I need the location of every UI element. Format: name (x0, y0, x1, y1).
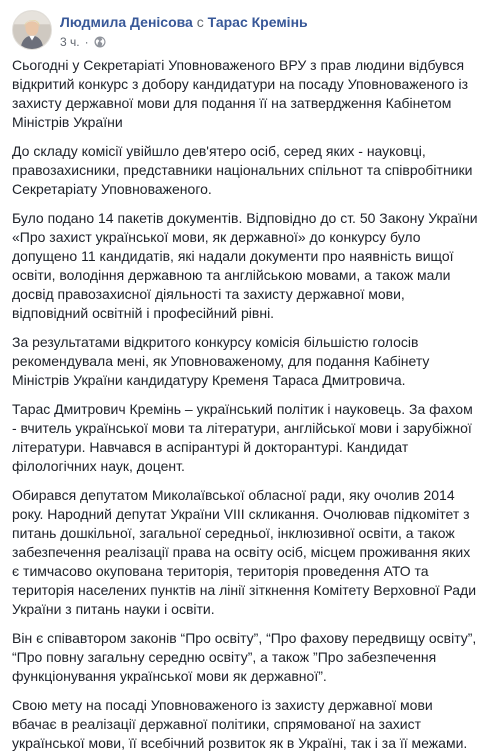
post-paragraph-7: Він є співавтором законів “Про освіту”, “Про фахову передвищу освіту”, “Про повну загальну середню освіту”, а також ”Про забезпечення функціонування української мови як державної”. (12, 630, 477, 684)
post-subline (60, 34, 308, 50)
post-body (12, 56, 480, 753)
post-meta (60, 10, 308, 50)
globe-icon[interactable] (94, 36, 106, 48)
author-avatar[interactable] (12, 10, 52, 50)
post-paragraph-3: Було подано 14 пакетів документів. Відповідно до ст. 50 Закону України «Про захист української мови, як державної» до конкурсу було допущено 11 кандидатів, які надали документи про наявність вищої освіти, володіння державною та англійською мовами, а також мали досвід правозахисної діяльності та захисту державної мови, відповідний освітній і професійний рівні. (12, 210, 478, 321)
avatar-photo (13, 11, 51, 49)
post-title-line (60, 13, 308, 31)
post-timestamp[interactable]: 3 ч. (60, 35, 80, 49)
post-paragraph-2: До складу комісії увійшло дев'ятеро осіб, серед яких - науковці, правозахисники, представники національних спільнот та співробітники Секретаріату Уповноваженого. (12, 143, 473, 197)
post-header (12, 0, 480, 56)
tagged-person-link[interactable]: Тарас Кремінь (207, 14, 308, 30)
post-paragraph-4: За результатами відкритого конкурсу комісія більшістю голосів рекомендувала мені, як Уповноваженому, для подання Кабінету Міністрів України кандидатуру Кременя Тараса Дмитровича. (12, 334, 430, 388)
separator-dot: · (84, 35, 89, 49)
with-word: с (196, 14, 204, 30)
post-paragraph-5: Тарас Дмитрович Кремінь – український політик і науковець. За фахом - вчитель української мови та літератури, англійської мови і зарубіжної літератури. Навчався в аспірантурі й докторантурі. Кандидат філологічних наук, доцент. (12, 401, 473, 474)
post-paragraph-1: Сьогодні у Секретаріаті Уповноваженого ВРУ з прав людини відбувся відкритий конкурс з добору кандидатури на посаду Уповноваженого із захисту державної мови для подання її на затвердження Кабінетом Міністрів України (12, 57, 469, 130)
post-paragraph-8: Свою мету на посаді Уповноваженого із захисту державної мови вбачає в реалізації державної політики, спрямованої на захист української мови, її всебічний розвиток як в Україні, так і за її межами. (12, 697, 468, 751)
post-paragraph-6: Обирався депутатом Миколаївської обласної ради, яку очолив 2014 року. Народний депутат України VIII скликання. Очолював підкомітет з питань дошкільної, загальної середньої, інклюзивної освіти, а також забезпечення реалізації права на освіту осіб, місцем проживання яких є тимчасово окупована територія, територія проведення АТО та територія населених пунктів на лінії зіткнення Комітету Верховної Ради України з питань науки і освіти. (12, 487, 477, 617)
author-name-link[interactable]: Людмила Денісова (60, 14, 193, 30)
